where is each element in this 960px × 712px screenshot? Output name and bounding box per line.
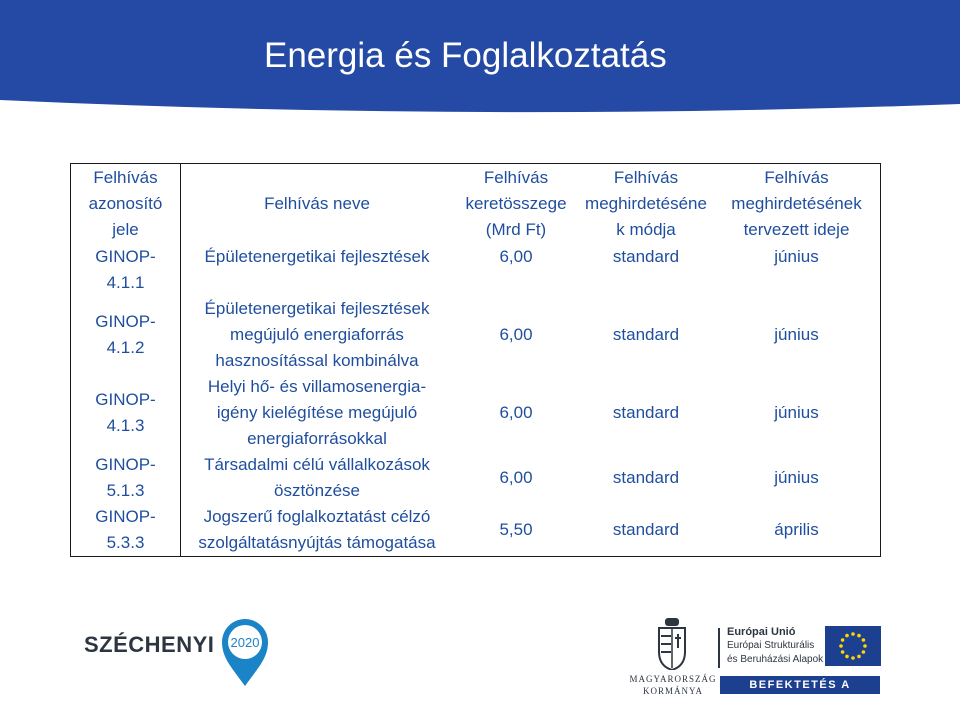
- table-row: [71, 244, 881, 296]
- header-amount: Felhívás keretösszege (Mrd Ft): [453, 164, 579, 245]
- row-id: GINOP- 4.1.2: [71, 296, 181, 374]
- szechenyi-year: 2020: [230, 635, 260, 650]
- row-name: Épületenergetikai fejlesztések megújuló energiaforrás hasznosítással kombinálva: [204, 299, 430, 370]
- row-mode: standard: [612, 468, 680, 487]
- row-id: GINOP- 5.3.3: [71, 504, 181, 557]
- row-time: április: [713, 504, 881, 557]
- row-name: Jogszerű foglalkoztatást célzó szolgáltatásnyújtás támogatása: [181, 504, 454, 557]
- eu-label-2: Európai Strukturális: [727, 640, 815, 651]
- row-time: június: [713, 244, 881, 296]
- row-name: Épületenergetikai fejlesztések: [204, 247, 430, 266]
- eu-label-1: Európai Unió: [727, 626, 796, 638]
- row-mode: standard: [612, 247, 680, 266]
- row-mode: standard: [612, 325, 680, 344]
- table-row: [71, 296, 881, 374]
- slogan-banner: BEFEKTETÉS A JÖVŐBE: [720, 676, 880, 694]
- row-amount: 6,00: [499, 247, 533, 266]
- header-id: Felhívás azonosító jele: [71, 164, 181, 245]
- header-mode: Felhívás meghirdetéséne k módja: [579, 164, 713, 245]
- row-time: június: [713, 452, 881, 504]
- row-name: Helyi hő- és villamosenergia- igény kielégítése megújuló energiaforrásokkal: [207, 377, 427, 448]
- government-logo-line1: MAGYARORSZÁG: [629, 674, 717, 684]
- eu-label-3: és Beruházási Alapok: [727, 654, 824, 665]
- row-id: GINOP- 5.1.3: [71, 452, 181, 504]
- row-amount: 6,00: [499, 403, 533, 422]
- eu-divider: [718, 628, 720, 668]
- government-logo-line2: KORMÁNYA: [642, 686, 703, 696]
- table-row: [71, 504, 881, 557]
- row-id: GINOP- 4.1.1: [71, 244, 181, 296]
- szechenyi-pin-icon: [220, 616, 270, 688]
- row-amount: 6,00: [499, 325, 533, 344]
- header-name: Felhívás neve: [181, 164, 454, 245]
- row-mode: standard: [612, 403, 680, 422]
- row-name: Társadalmi célú vállalkozások ösztönzése: [204, 455, 430, 500]
- table-row: [71, 452, 881, 504]
- row-amount: 5,50: [453, 504, 579, 557]
- row-id: GINOP- 4.1.3: [71, 374, 181, 452]
- row-mode: standard: [579, 504, 713, 557]
- szechenyi-logo-text: SZÉCHENYI: [84, 632, 215, 657]
- slide-title: Energia és Foglalkoztatás: [264, 36, 667, 75]
- eu-flag-icon: [825, 626, 881, 666]
- header-time: Felhívás meghirdetésének tervezett ideje: [713, 164, 881, 245]
- row-time: június: [713, 296, 881, 374]
- table-row: [71, 374, 881, 452]
- table-header-row: [71, 164, 881, 245]
- row-amount: 6,00: [499, 468, 533, 487]
- hungarian-crest-icon: [656, 618, 688, 670]
- row-time: június: [713, 374, 881, 452]
- calls-table: [70, 163, 881, 557]
